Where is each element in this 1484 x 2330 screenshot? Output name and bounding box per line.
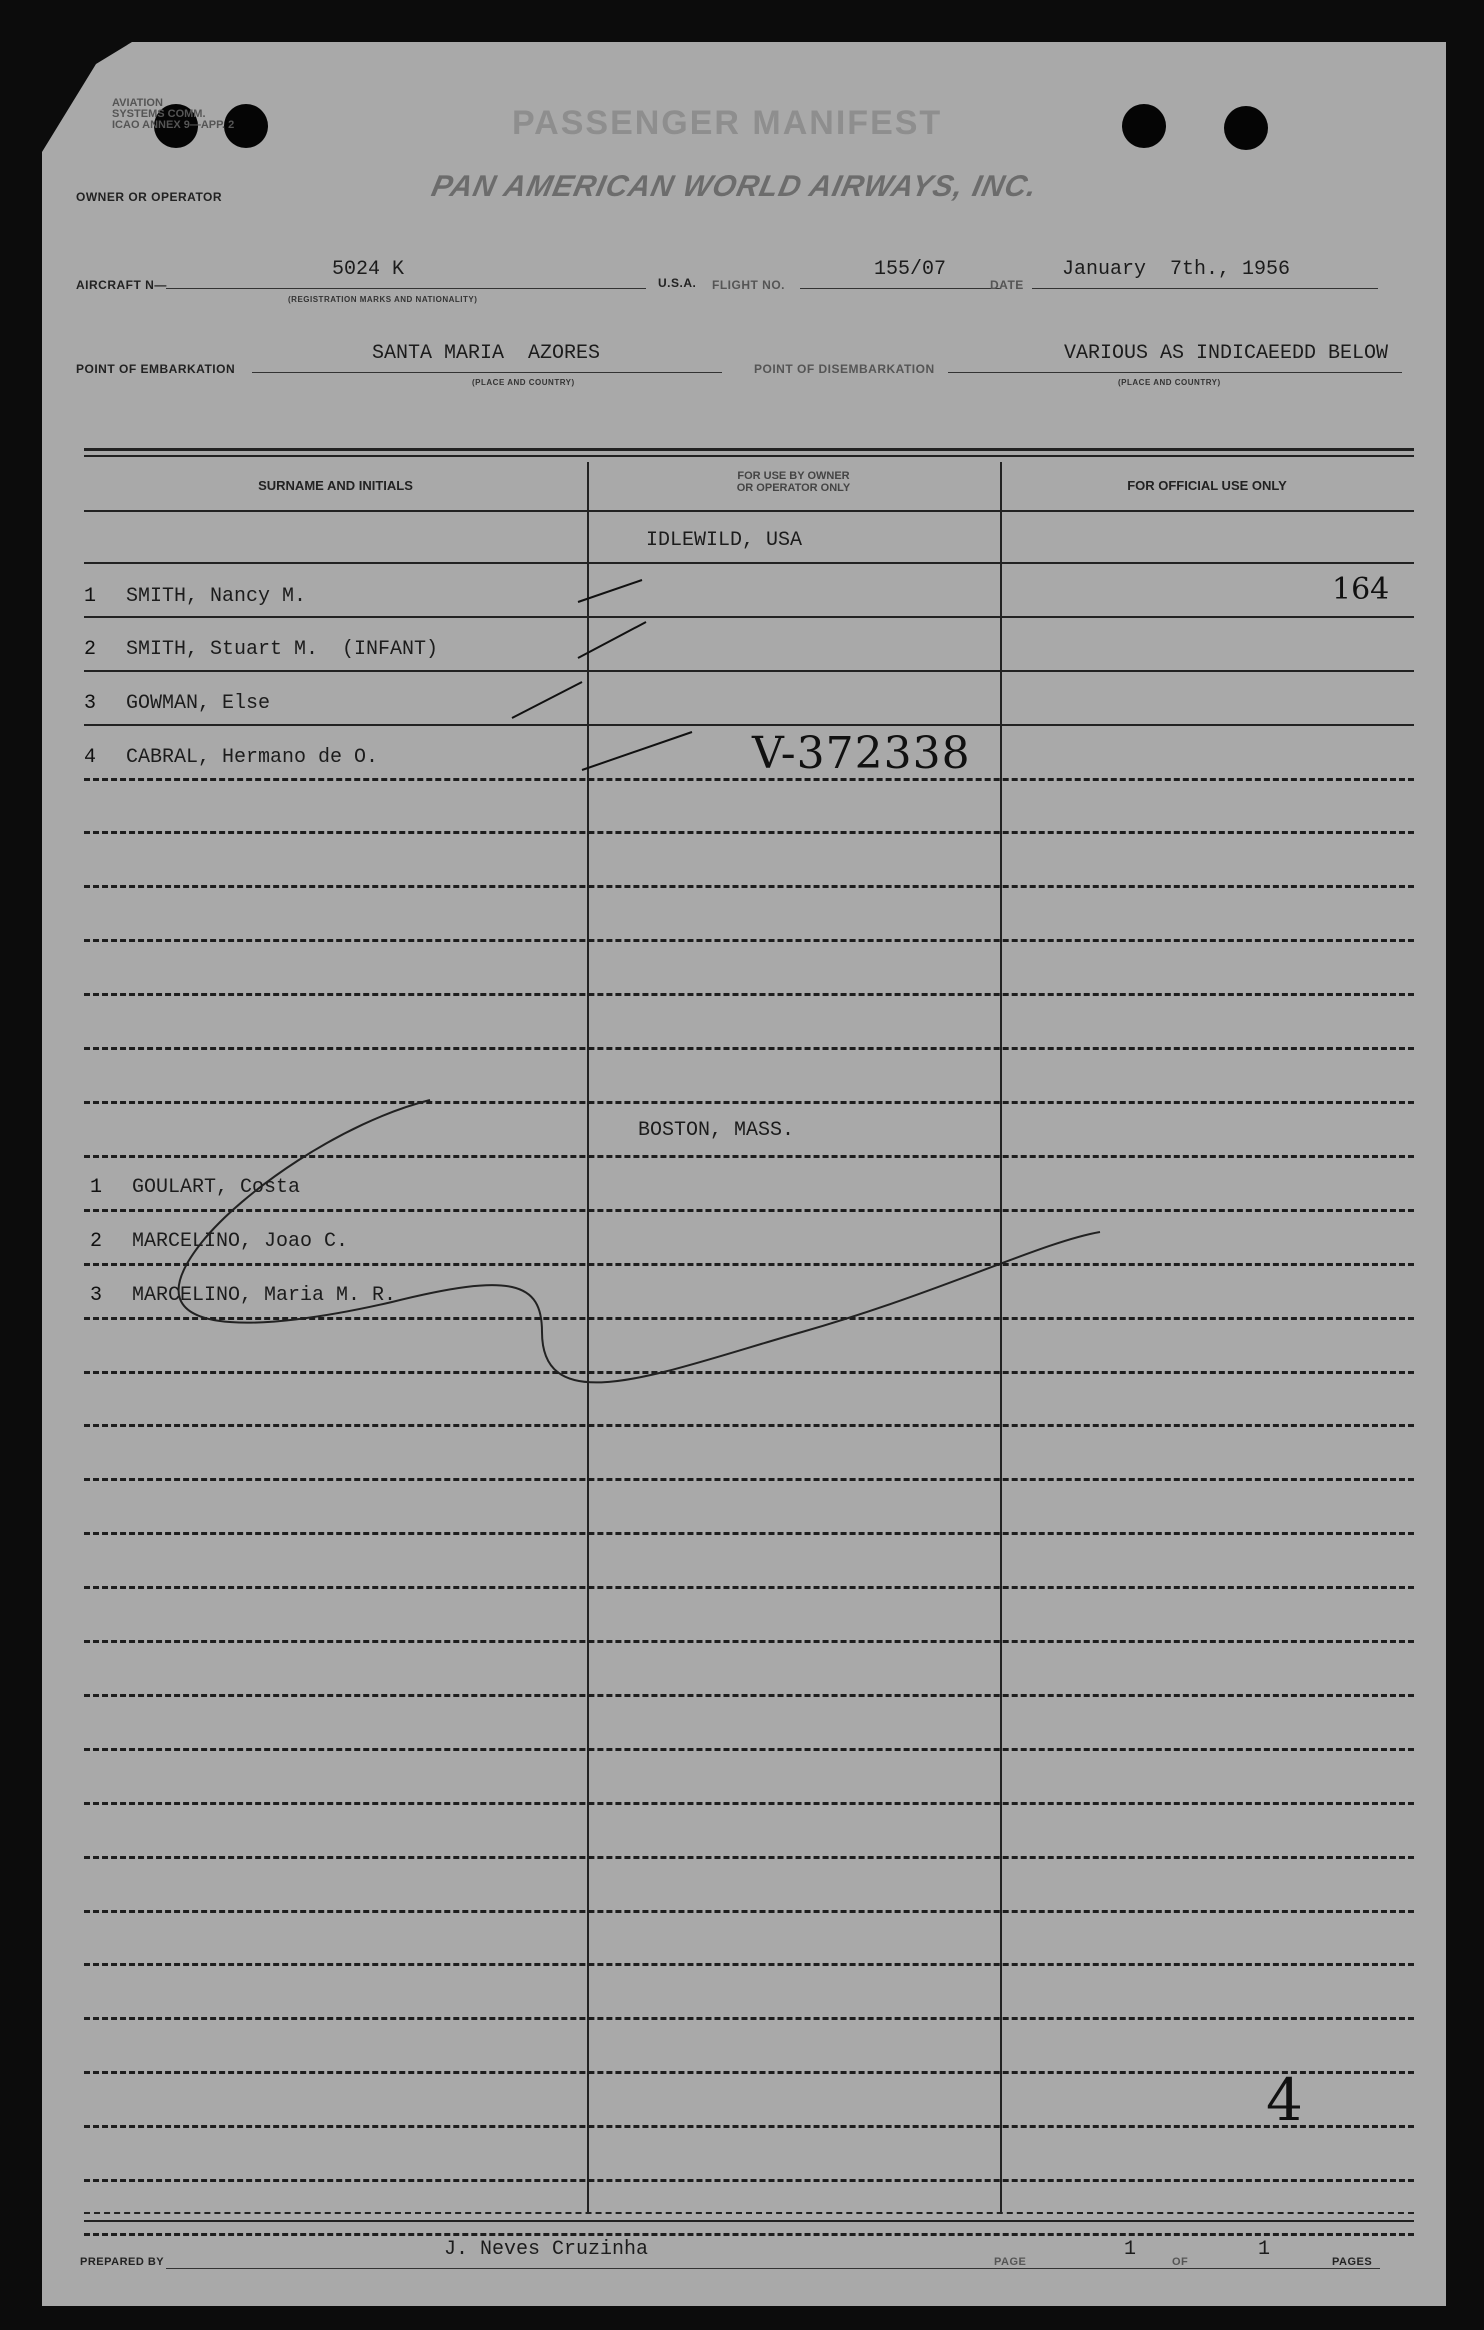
passenger-name: SMITH, Stuart M. (INFANT): [126, 638, 439, 661]
handwritten-strokes: [42, 42, 1446, 2306]
date-label: DATE: [990, 278, 1024, 292]
passenger-name: SMITH, Nancy M.: [126, 585, 307, 608]
date-value: January 7th., 1956: [1062, 258, 1291, 281]
column-header-owner: FOR USE BY OWNER OR OPERATOR ONLY: [736, 470, 851, 494]
group2-destination: BOSTON, MASS.: [638, 1119, 795, 1142]
page-label: PAGE: [994, 2256, 1027, 2268]
column-header-surname: SURNAME AND INITIALS: [258, 478, 413, 493]
check-mark-stroke: [582, 732, 692, 770]
check-mark-stroke: [512, 682, 582, 718]
aircraft-value: 5024 K: [332, 258, 405, 281]
row-number: 3: [84, 692, 97, 715]
prepared-label: PREPARED BY: [80, 2256, 165, 2268]
flight-label: FLIGHT NO.: [712, 278, 785, 292]
of-label: OF: [1172, 2256, 1189, 2268]
pages-label: PAGES: [1332, 2256, 1373, 2268]
check-mark-stroke: [578, 622, 646, 658]
group1-destination: IDLEWILD, USA: [646, 529, 803, 552]
row-number: 2: [84, 638, 97, 661]
prepared-value: J. Neves Cruzinha: [444, 2238, 649, 2261]
passenger-name: GOWMAN, Else: [126, 692, 271, 715]
embark-label: POINT OF EMBARKATION: [76, 362, 236, 376]
of-value: 1: [1258, 2238, 1271, 2261]
official-note: 164: [1332, 572, 1390, 607]
page-value: 1: [1124, 2238, 1137, 2261]
page-title: PASSENGER MANIFEST: [512, 104, 943, 142]
aircraft-sub: (REGISTRATION MARKS AND NATIONALITY): [288, 295, 478, 304]
passenger-name: GOULART, Costa: [132, 1176, 301, 1199]
passenger-name: MARCELINO, Maria M. R.: [132, 1284, 397, 1307]
row-number: 1: [84, 585, 97, 608]
column-header-official: FOR OFFICIAL USE ONLY: [1127, 478, 1287, 493]
flight-value: 155/07: [874, 258, 947, 281]
row-number: 1: [90, 1176, 103, 1199]
row-number: 3: [90, 1284, 103, 1307]
corner-mark: 4: [1266, 2066, 1303, 2134]
usa-label: U.S.A.: [658, 276, 697, 290]
passenger-name: CABRAL, Hermano de O.: [126, 746, 379, 769]
manifest-sheet: [42, 42, 1446, 2306]
disembark-value: VARIOUS AS INDICAEEDD BELOW: [1064, 342, 1389, 365]
passenger-name: MARCELINO, Joao C.: [132, 1230, 349, 1253]
disembark-label: POINT OF DISEMBARKATION: [754, 362, 935, 376]
owner-value: PAN AMERICAN WORLD AIRWAYS, INC.: [428, 170, 1041, 203]
row-number: 2: [90, 1230, 103, 1253]
embark-sub: (PLACE AND COUNTRY): [472, 378, 575, 387]
cancel-stroke: [179, 1100, 1100, 1382]
row-number: 4: [84, 746, 97, 769]
check-mark-stroke: [578, 580, 642, 602]
disembark-sub: (PLACE AND COUNTRY): [1118, 378, 1221, 387]
owner-label: OWNER OR OPERATOR: [76, 190, 223, 204]
aircraft-label: AIRCRAFT N—: [76, 278, 167, 292]
form-code: AVIATION SYSTEMS COMM. ICAO ANNEX 9—APP. 2: [112, 97, 235, 131]
handwritten-note: V-372338: [752, 728, 971, 779]
embark-value: SANTA MARIA AZORES: [372, 342, 601, 365]
